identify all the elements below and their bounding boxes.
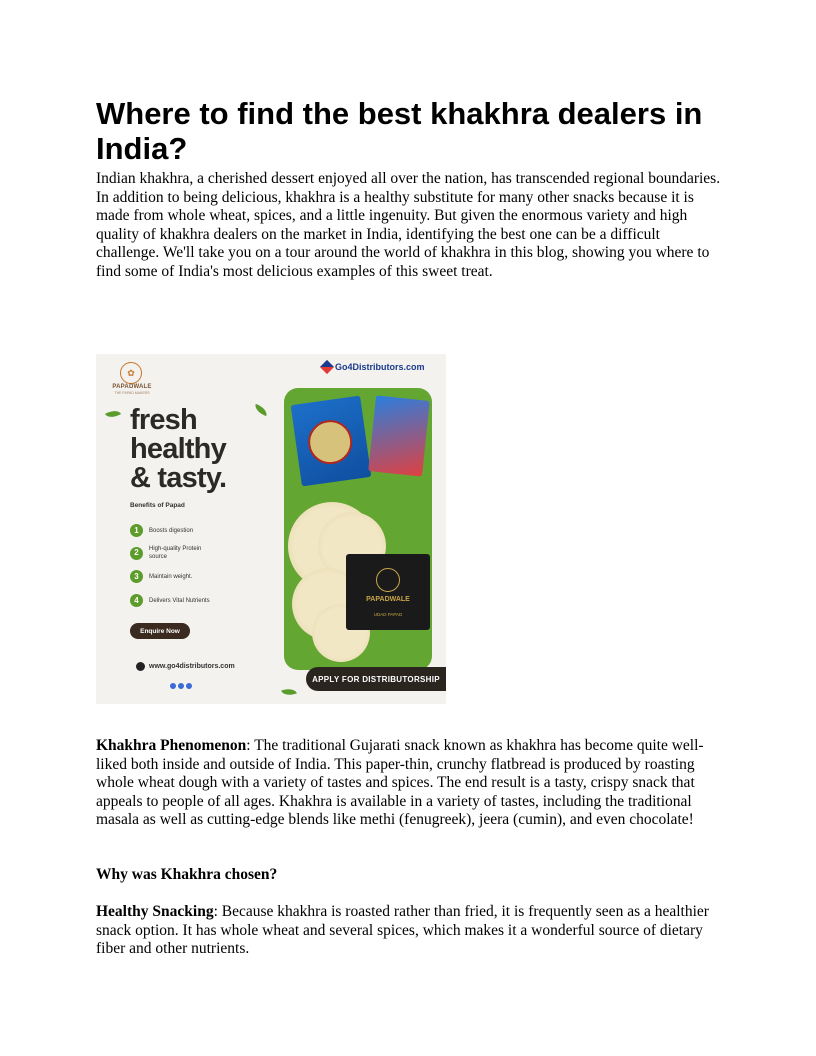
leaf-icon (253, 404, 269, 416)
headline-line-1: fresh (130, 404, 197, 436)
globe-icon (136, 662, 145, 671)
banner-brand: PAPADWALE (112, 384, 152, 390)
intro-paragraph: Indian khakhra, a cherished dessert enjoyed all over the nation, has transcended regional boundaries. In addition to being delicious, khakhra is a healthy substitute for many other snacks because it is made from whole wheat, spices, and a little ingenuity. But given the enormous variety and high quality of khakhra dealers on the market in India, identifying the best one can be a difficult challenge. We'll take you on a tour around the world of khakhra in this blog, showing you where to find some of India's most delicious examples of this sweet treat. (96, 170, 721, 280)
benefit-item (130, 594, 210, 607)
distributor-logo (322, 362, 425, 372)
benefit-number: 4 (130, 594, 143, 607)
box-brand: PAPADWALE (366, 596, 410, 603)
papad-box-image (346, 554, 430, 630)
benefit-text: Maintain weight. (149, 573, 193, 580)
phenomenon-paragraph (96, 737, 726, 830)
benefit-item (130, 524, 193, 537)
benefit-text: Delivers Vital Nutrients (149, 597, 210, 604)
instagram-icon (178, 683, 184, 689)
benefit-text: High-quality Protein source (149, 546, 202, 560)
website-url: www.go4distributors.com (149, 663, 235, 670)
page-title: Where to find the best khakhra dealers in India? (96, 96, 703, 166)
facebook-icon (170, 683, 176, 689)
benefits-title: Benefits of Papad (130, 502, 185, 509)
headline-line-2: healthy (130, 433, 226, 465)
papadwale-logo-icon: ✿ (120, 362, 142, 384)
banner-website (136, 662, 235, 671)
benefit-item (130, 570, 192, 583)
apply-distributorship-button[interactable]: APPLY FOR DISTRIBUTORSHIP (306, 667, 446, 691)
twitter-icon (186, 683, 192, 689)
benefit-number: 3 (130, 570, 143, 583)
banner-brand-tagline: THE PAPAD MAKERS (114, 391, 150, 395)
go4distributors-icon (320, 360, 334, 374)
leaf-icon (105, 407, 121, 421)
why-heading: Why was Khakhra chosen? (96, 866, 278, 883)
box-subtitle: UDAD PAPAD (373, 612, 403, 617)
papad-pack-image (368, 395, 430, 476)
leaf-icon (281, 686, 297, 698)
benefit-number: 1 (130, 524, 143, 537)
distributor-name: Go4Distributors.com (335, 362, 425, 372)
headline-line-3: & tasty. (130, 462, 227, 494)
phenomenon-label: Khakhra Phenomenon (96, 737, 247, 754)
benefit-item (130, 545, 220, 561)
social-icons (170, 683, 192, 689)
promo-banner-image (96, 354, 446, 704)
healthy-text: : Because khakhra is roasted rather than fried, it is frequently seen as a healthier snack option. It has whole wheat and several spices, which makes it a wonderful source of dietary fiber and other nutrients. (96, 903, 709, 958)
benefit-text: Boosts digestion (149, 527, 194, 534)
enquire-now-button[interactable]: Enquire Now (130, 623, 190, 639)
benefit-number: 2 (130, 547, 143, 560)
healthy-label: Healthy Snacking (96, 903, 214, 920)
box-emblem-icon (376, 568, 400, 592)
healthy-paragraph (96, 903, 726, 959)
papad-pack-image (291, 396, 372, 487)
phenomenon-text: : The traditional Gujarati snack known as khakhra has become quite well-liked both inside and outside of India. This paper-thin, crunchy flatbread is produced by roasting whole wheat dough with a variety of tastes and spices. The end result is a tasty, crispy snack that appeals to people of all ages. Khakhra is available in a variety of tastes, including the traditional masala as well as cutting-edge blends like methi (fenugreek), jeera (cumin), and even chocolate! (96, 737, 704, 829)
